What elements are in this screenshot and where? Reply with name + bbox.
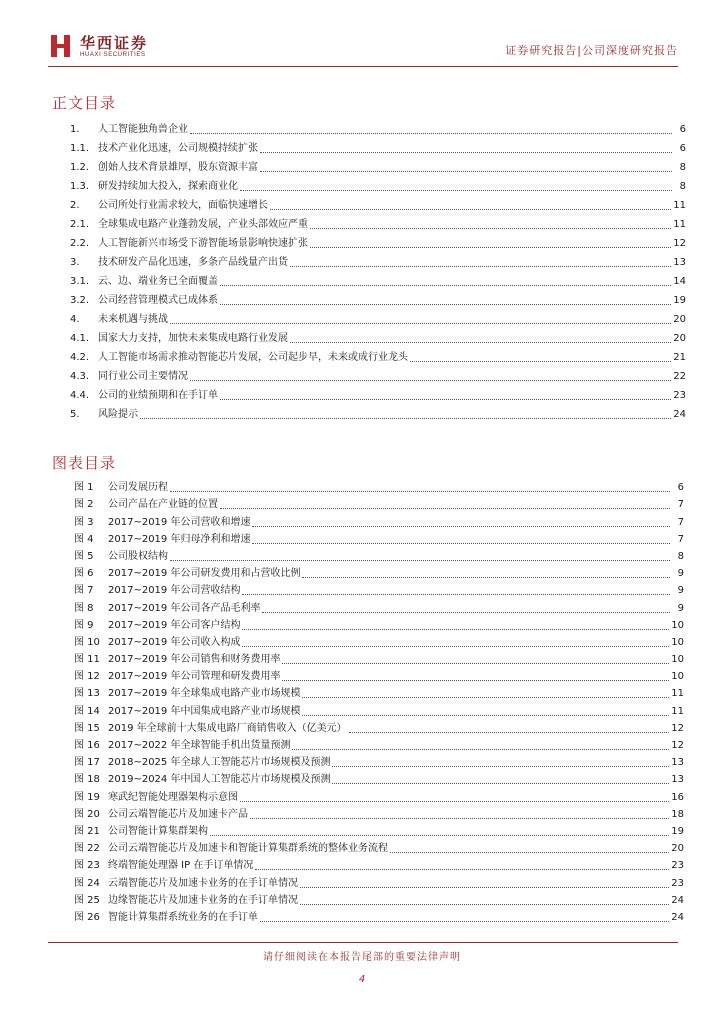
figure-entry[interactable] xyxy=(74,786,684,803)
toc-entry[interactable] xyxy=(70,288,686,307)
report-type: 证券研究报告|公司深度研究报告 xyxy=(505,44,678,57)
figure-entry[interactable] xyxy=(74,838,684,855)
figure-entry-number: 图 6 xyxy=(74,568,94,580)
figure-entry-number: 图 25 xyxy=(74,894,100,906)
toc-entry[interactable] xyxy=(70,383,686,402)
figure-entry-label: 2017~2019 年公司管理和研发费用率 xyxy=(108,671,281,683)
toc-entry-label: 创始人技术背景雄厚，股东资源丰富 xyxy=(98,162,258,173)
figure-entry[interactable] xyxy=(74,615,684,632)
figure-entry-page: 13 xyxy=(671,757,684,769)
figure-entry-number: 图 7 xyxy=(74,585,94,597)
figure-entry[interactable] xyxy=(74,718,684,735)
figure-entry-label: 云端智能芯片及加速卡业务的在手订单情况 xyxy=(108,877,298,889)
toc-entry-label: 全球集成电路产业蓬勃发展，产业头部效应严重 xyxy=(98,219,308,230)
toc-entry-page: 8 xyxy=(679,162,686,173)
figure-entry-page: 13 xyxy=(671,774,684,786)
logo-name-en: HUAXI SECURITIES xyxy=(80,51,146,58)
toc-entry-page: 20 xyxy=(673,333,686,344)
figure-entry-page: 9 xyxy=(677,602,684,614)
figure-entry[interactable] xyxy=(74,563,684,580)
figure-entry-label: 公司发展历程 xyxy=(108,482,168,494)
figure-entry[interactable] xyxy=(74,890,684,907)
figure-entry[interactable] xyxy=(74,580,684,597)
toc-entry[interactable] xyxy=(70,326,686,345)
leader-dots xyxy=(332,766,669,767)
figure-entry-page: 9 xyxy=(677,568,684,580)
leader-dots xyxy=(220,508,670,509)
toc-entry-number: 4. xyxy=(70,314,80,325)
figure-entry-number: 图 24 xyxy=(74,877,100,889)
toc-entry[interactable] xyxy=(70,345,686,364)
figure-entry-page: 7 xyxy=(677,533,684,545)
figure-entry-page: 11 xyxy=(671,705,684,717)
figure-entry-number: 图 20 xyxy=(74,808,100,820)
footer-divider xyxy=(48,942,678,943)
toc-entry-label: 公司的业绩预期和在手订单 xyxy=(98,390,218,401)
toc-entry[interactable] xyxy=(70,136,686,155)
toc-entry-number: 1.3. xyxy=(70,181,90,192)
figure-entry-label: 2017~2019 年归母净利和增速 xyxy=(108,533,251,545)
leader-dots xyxy=(302,697,669,698)
figure-entry-page: 10 xyxy=(671,636,684,648)
toc-entry-number: 2.2. xyxy=(70,238,90,249)
toc-entry-number: 1.1. xyxy=(70,143,90,154)
toc-entry-page: 11 xyxy=(673,219,686,230)
figure-entry-page: 24 xyxy=(671,911,684,923)
figure-entry-label: 公司云端智能芯片及加速卡和智能计算集群系统的整体业务流程 xyxy=(108,843,388,855)
toc-entry-page: 8 xyxy=(679,181,686,192)
toc-entry-label: 研发持续加大投入，探索商业化 xyxy=(98,181,238,192)
toc-entry[interactable] xyxy=(70,155,686,174)
figure-entry[interactable] xyxy=(74,597,684,614)
leader-dots xyxy=(242,629,669,630)
toc-entry-label: 公司经营管理模式已成体系 xyxy=(98,295,218,306)
leader-dots xyxy=(220,399,671,400)
figure-entry-number: 图 23 xyxy=(74,860,100,872)
figure-entry-label: 寒武纪智能处理器架构示意图 xyxy=(108,791,238,803)
figure-entry-page: 16 xyxy=(671,791,684,803)
toc-entry-label: 云、边、端业务已全面覆盖 xyxy=(98,276,218,287)
leader-dots xyxy=(240,801,669,802)
toc-entry-number: 2. xyxy=(70,200,80,211)
toc-entry-page: 24 xyxy=(673,409,686,420)
leader-dots xyxy=(255,869,669,870)
toc-entry-label: 风险提示 xyxy=(98,409,138,420)
leader-dots xyxy=(332,783,669,784)
figure-entry-number: 图 12 xyxy=(74,671,100,683)
toc-entry-number: 4.1. xyxy=(70,333,90,344)
leader-dots xyxy=(302,715,669,716)
toc-entry-label: 人工智能独角兽企业 xyxy=(98,124,188,135)
figure-entry-label: 公司智能计算集群架构 xyxy=(108,825,208,837)
figure-entry[interactable] xyxy=(74,529,684,546)
figure-entry[interactable] xyxy=(74,735,684,752)
figure-entry-label: 2019 年全球前十大集成电路厂商销售收入（亿美元） xyxy=(108,722,347,734)
toc-entry-number: 1. xyxy=(70,124,80,135)
figure-entry-page: 6 xyxy=(677,482,684,494)
leader-dots xyxy=(410,361,671,362)
figure-entry-label: 2019~2024 年中国人工智能芯片市场规模及预测 xyxy=(108,774,331,786)
figure-entry-label: 2017~2019 年公司收入构成 xyxy=(108,636,241,648)
leader-dots xyxy=(220,304,671,305)
figure-entry-page: 18 xyxy=(671,808,684,820)
toc-entry[interactable] xyxy=(70,269,686,288)
figure-entry-number: 图 17 xyxy=(74,757,100,769)
figure-entry-page: 7 xyxy=(677,516,684,528)
figure-entry-page: 8 xyxy=(677,550,684,562)
logo-mark-icon xyxy=(48,32,74,60)
figure-entry-label: 边缘智能芯片及加速卡业务的在手订单情况 xyxy=(108,894,298,906)
figure-entry[interactable] xyxy=(74,546,684,563)
toc-list xyxy=(70,117,686,421)
figure-entry-label: 2018~2025 年全球人工智能芯片市场规模及预测 xyxy=(108,757,331,769)
figure-entry[interactable] xyxy=(74,769,684,786)
toc-entry[interactable] xyxy=(70,364,686,383)
toc-entry-page: 13 xyxy=(673,257,686,268)
figure-entry[interactable] xyxy=(74,700,684,717)
toc-entry[interactable] xyxy=(70,174,686,193)
leader-dots xyxy=(170,491,670,492)
figure-entry-number: 图 21 xyxy=(74,825,100,837)
leader-dots xyxy=(242,594,670,595)
figure-entry[interactable] xyxy=(74,907,684,924)
toc-entry-page: 21 xyxy=(673,352,686,363)
figure-entry-number: 图 15 xyxy=(74,722,100,734)
figure-entry-number: 图 19 xyxy=(74,791,100,803)
leader-dots xyxy=(349,732,670,733)
toc-entry-label: 未来机遇与挑战 xyxy=(98,314,168,325)
toc-entry[interactable] xyxy=(70,250,686,269)
toc-entry-page: 20 xyxy=(673,314,686,325)
figure-entry[interactable] xyxy=(74,477,684,494)
figure-entry-number: 图 1 xyxy=(74,482,94,494)
toc-entry-page: 6 xyxy=(679,124,686,135)
figure-entry-page: 10 xyxy=(671,654,684,666)
toc-entry-page: 19 xyxy=(673,295,686,306)
figure-entry-page: 11 xyxy=(671,688,684,700)
leader-dots xyxy=(260,152,672,153)
figure-entry-number: 图 10 xyxy=(74,636,100,648)
leader-dots xyxy=(190,380,671,381)
leader-dots xyxy=(290,266,671,267)
toc-entry-number: 2.1. xyxy=(70,219,90,230)
leader-dots xyxy=(282,663,669,664)
leader-dots xyxy=(220,285,671,286)
figure-entry-page: 24 xyxy=(671,894,684,906)
figure-entry-number: 图 8 xyxy=(74,602,94,614)
toc-entry[interactable] xyxy=(70,117,686,136)
figure-entry-number: 图 18 xyxy=(74,774,100,786)
toc-entry[interactable] xyxy=(70,212,686,231)
figure-entry-label: 2017~2019 年公司营收结构 xyxy=(108,585,241,597)
company-logo xyxy=(48,32,148,60)
figure-entry[interactable] xyxy=(74,752,684,769)
toc-entry-label: 人工智能市场需求推动智能芯片发展，公司起步早，未来或成行业龙头 xyxy=(98,352,408,363)
figure-entry-label: 2017~2019 年全球集成电路产业市场规模 xyxy=(108,688,301,700)
toc-entry[interactable] xyxy=(70,402,686,421)
toc-entry-number: 3.2. xyxy=(70,295,90,306)
toc-entry-page: 11 xyxy=(673,200,686,211)
figure-entry-label: 公司云端智能芯片及加速卡产品 xyxy=(108,808,248,820)
leader-dots xyxy=(310,247,671,248)
leader-dots xyxy=(210,835,669,836)
toc-entry[interactable] xyxy=(70,231,686,250)
leader-dots xyxy=(262,612,670,613)
toc-entry-number: 4.3. xyxy=(70,371,90,382)
toc-entry-label: 技术产业化迅速，公司规模持续扩张 xyxy=(98,143,258,154)
figure-entry-number: 图 11 xyxy=(74,654,100,666)
figure-entry[interactable] xyxy=(74,804,684,821)
figure-entry-label: 2017~2019 年公司研发费用和占营收比例 xyxy=(108,568,301,580)
figure-entry[interactable] xyxy=(74,821,684,838)
toc-entry-page: 23 xyxy=(673,390,686,401)
figure-entry[interactable] xyxy=(74,649,684,666)
figure-entry-number: 图 4 xyxy=(74,533,94,545)
figure-entry-page: 23 xyxy=(671,860,684,872)
toc-entry-number: 5. xyxy=(70,409,80,420)
figure-entry[interactable] xyxy=(74,666,684,683)
leader-dots xyxy=(300,904,669,905)
figures-title: 图表目录 xyxy=(52,454,117,472)
figures-list xyxy=(74,477,684,924)
figure-entry-number: 图 16 xyxy=(74,740,100,751)
figure-entry-label: 2017~2019 年公司客户结构 xyxy=(108,619,241,631)
toc-entry-page: 12 xyxy=(673,238,686,249)
leader-dots xyxy=(170,323,671,324)
leader-dots xyxy=(252,543,670,544)
figure-entry-page: 12 xyxy=(671,740,684,751)
toc-entry-page: 6 xyxy=(679,143,686,154)
toc-entry-number: 4.2. xyxy=(70,352,90,363)
figure-entry-number: 图 26 xyxy=(74,911,100,923)
figure-entry-label: 公司股权结构 xyxy=(108,550,168,562)
logo-name-cn: 华西证券 xyxy=(80,33,149,52)
figure-entry-page: 23 xyxy=(671,877,684,889)
figure-entry-page: 20 xyxy=(671,843,684,855)
toc-entry-number: 1.2. xyxy=(70,162,90,173)
figure-entry-page: 10 xyxy=(671,619,684,631)
leader-dots xyxy=(390,852,669,853)
figure-entry[interactable] xyxy=(74,632,684,649)
leader-dots xyxy=(282,680,669,681)
figure-entry-number: 图 3 xyxy=(74,516,94,528)
leader-dots xyxy=(190,133,672,134)
toc-title: 正文目录 xyxy=(52,94,117,112)
leader-dots xyxy=(260,171,672,172)
leader-dots xyxy=(170,560,670,561)
leader-dots xyxy=(252,526,670,527)
page-number: 4 xyxy=(358,974,366,985)
figure-entry[interactable] xyxy=(74,855,684,872)
leader-dots xyxy=(240,190,672,191)
figure-entry-page: 7 xyxy=(677,499,684,511)
page-header xyxy=(48,28,678,68)
leader-dots xyxy=(290,342,671,343)
figure-entry-page: 10 xyxy=(671,671,684,683)
toc-entry-label: 公司所处行业需求较大，面临快速增长 xyxy=(98,200,268,211)
figure-entry-number: 图 14 xyxy=(74,705,100,717)
toc-entry-number: 3. xyxy=(70,257,80,268)
figure-entry-page: 9 xyxy=(677,585,684,597)
figure-entry-label: 2017~2019 年中国集成电路产业市场规模 xyxy=(108,705,301,717)
figure-entry-page: 12 xyxy=(671,722,684,734)
figure-entry-label: 2017~2019 年公司销售和财务费用率 xyxy=(108,654,281,666)
toc-entry-label: 国家大力支持，加快未来集成电路行业发展 xyxy=(98,333,288,344)
toc-entry-page: 14 xyxy=(673,276,686,287)
leader-dots xyxy=(242,646,669,647)
figure-entry-page: 19 xyxy=(671,825,684,837)
leader-dots xyxy=(270,209,671,210)
leader-dots xyxy=(310,228,671,229)
figure-entry-label: 2017~2019 年公司营收和增速 xyxy=(108,516,251,528)
figure-entry-label: 2017~2022 年全球智能手机出货量预测 xyxy=(108,740,291,751)
toc-entry-label: 人工智能新兴市场受下游智能场景影响快速扩张 xyxy=(98,238,308,249)
leader-dots xyxy=(300,887,669,888)
figure-entry-number: 图 5 xyxy=(74,550,94,562)
toc-entry[interactable] xyxy=(70,193,686,212)
legal-disclaimer: 请仔细阅读在本报告尾部的重要法律声明 xyxy=(263,952,461,963)
figure-entry[interactable] xyxy=(74,683,684,700)
figure-entry-label: 智能计算集群系统业务的在手订单 xyxy=(108,911,258,923)
figure-entry-label: 2017~2019 年公司各产品毛利率 xyxy=(108,602,261,614)
figure-entry-label: 终端智能处理器 IP 在手订单情况 xyxy=(108,860,254,872)
leader-dots xyxy=(250,818,669,819)
toc-entry-number: 4.4. xyxy=(70,390,90,401)
toc-entry-label: 同行业公司主要情况 xyxy=(98,371,188,382)
figure-entry-number: 图 9 xyxy=(74,619,94,631)
figure-entry[interactable] xyxy=(74,511,684,528)
toc-entry-label: 技术研发产品化迅速，多条产品线量产出货 xyxy=(98,257,288,268)
figure-entry-number: 图 2 xyxy=(74,499,94,511)
leader-dots xyxy=(260,921,669,922)
header-divider xyxy=(48,66,678,67)
toc-entry[interactable] xyxy=(70,307,686,326)
figure-entry[interactable] xyxy=(74,494,684,511)
figure-entry-label: 公司产品在产业链的位置 xyxy=(108,499,218,511)
toc-entry-number: 3.1. xyxy=(70,276,90,287)
toc-entry-page: 22 xyxy=(673,371,686,382)
leader-dots xyxy=(140,418,671,419)
figure-entry-number: 图 13 xyxy=(74,688,100,700)
figure-entry[interactable] xyxy=(74,872,684,889)
leader-dots xyxy=(302,577,670,578)
leader-dots xyxy=(292,749,669,750)
figure-entry-number: 图 22 xyxy=(74,843,100,855)
